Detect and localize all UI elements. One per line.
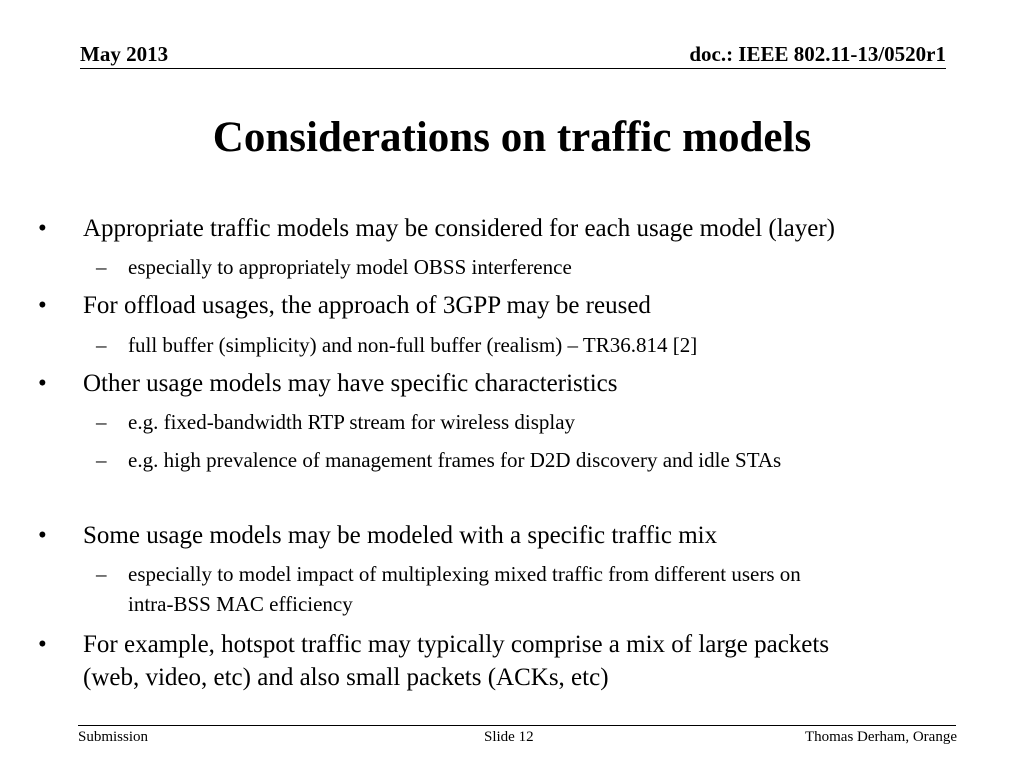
footer-slide-number: Slide 12 [484,729,534,745]
header-date: May 2013 [80,42,169,66]
header-divider [80,68,946,69]
sub-bullet-text: full buffer (simplicity) and non-full buffer (realism) – TR36.814 [2] [128,333,698,357]
bullet-marker: • [38,292,47,319]
bullet-marker: • [38,215,47,242]
sub-bullet-marker: – [96,448,107,472]
sub-bullet-text: intra-BSS MAC efficiency [128,592,353,616]
slide-title: Considerations on traffic models [212,114,812,161]
sub-bullet-marker: – [96,333,107,357]
sub-bullet-text: e.g. fixed-bandwidth RTP stream for wireless display [128,410,576,434]
sub-bullet-marker: – [96,255,107,279]
footer-author: Thomas Derham, Orange [804,729,957,745]
bullet-text: For offload usages, the approach of 3GPP may be reused [83,292,651,319]
bullet-marker: • [38,522,47,549]
bullet-text: Appropriate traffic models may be considered for each usage model (layer) [83,215,836,242]
bullet-marker: • [38,370,47,397]
bullet-text: Some usage models may be modeled with a specific traffic mix [83,522,718,549]
sub-bullet-text: e.g. high prevalence of management frames for D2D discovery and idle STAs [128,448,782,472]
sub-bullet-marker: – [96,562,107,586]
bullet-text: Other usage models may have specific characteristics [83,370,618,397]
sub-bullet-marker: – [96,410,107,434]
bullet-marker: • [38,631,47,658]
sub-bullet-text: especially to model impact of multiplexing mixed traffic from different users on [128,562,801,586]
sub-bullet-text: especially to appropriately model OBSS interference [128,255,572,279]
footer-submission: Submission [78,729,149,745]
bullet-text: For example, hotspot traffic may typically comprise a mix of large packets [83,631,830,658]
bullet-text: (web, video, etc) and also small packets (ACKs, etc) [83,664,609,691]
header-doc-id: doc.: IEEE 802.11-13/0520r1 [689,42,946,66]
footer-divider [78,725,956,726]
